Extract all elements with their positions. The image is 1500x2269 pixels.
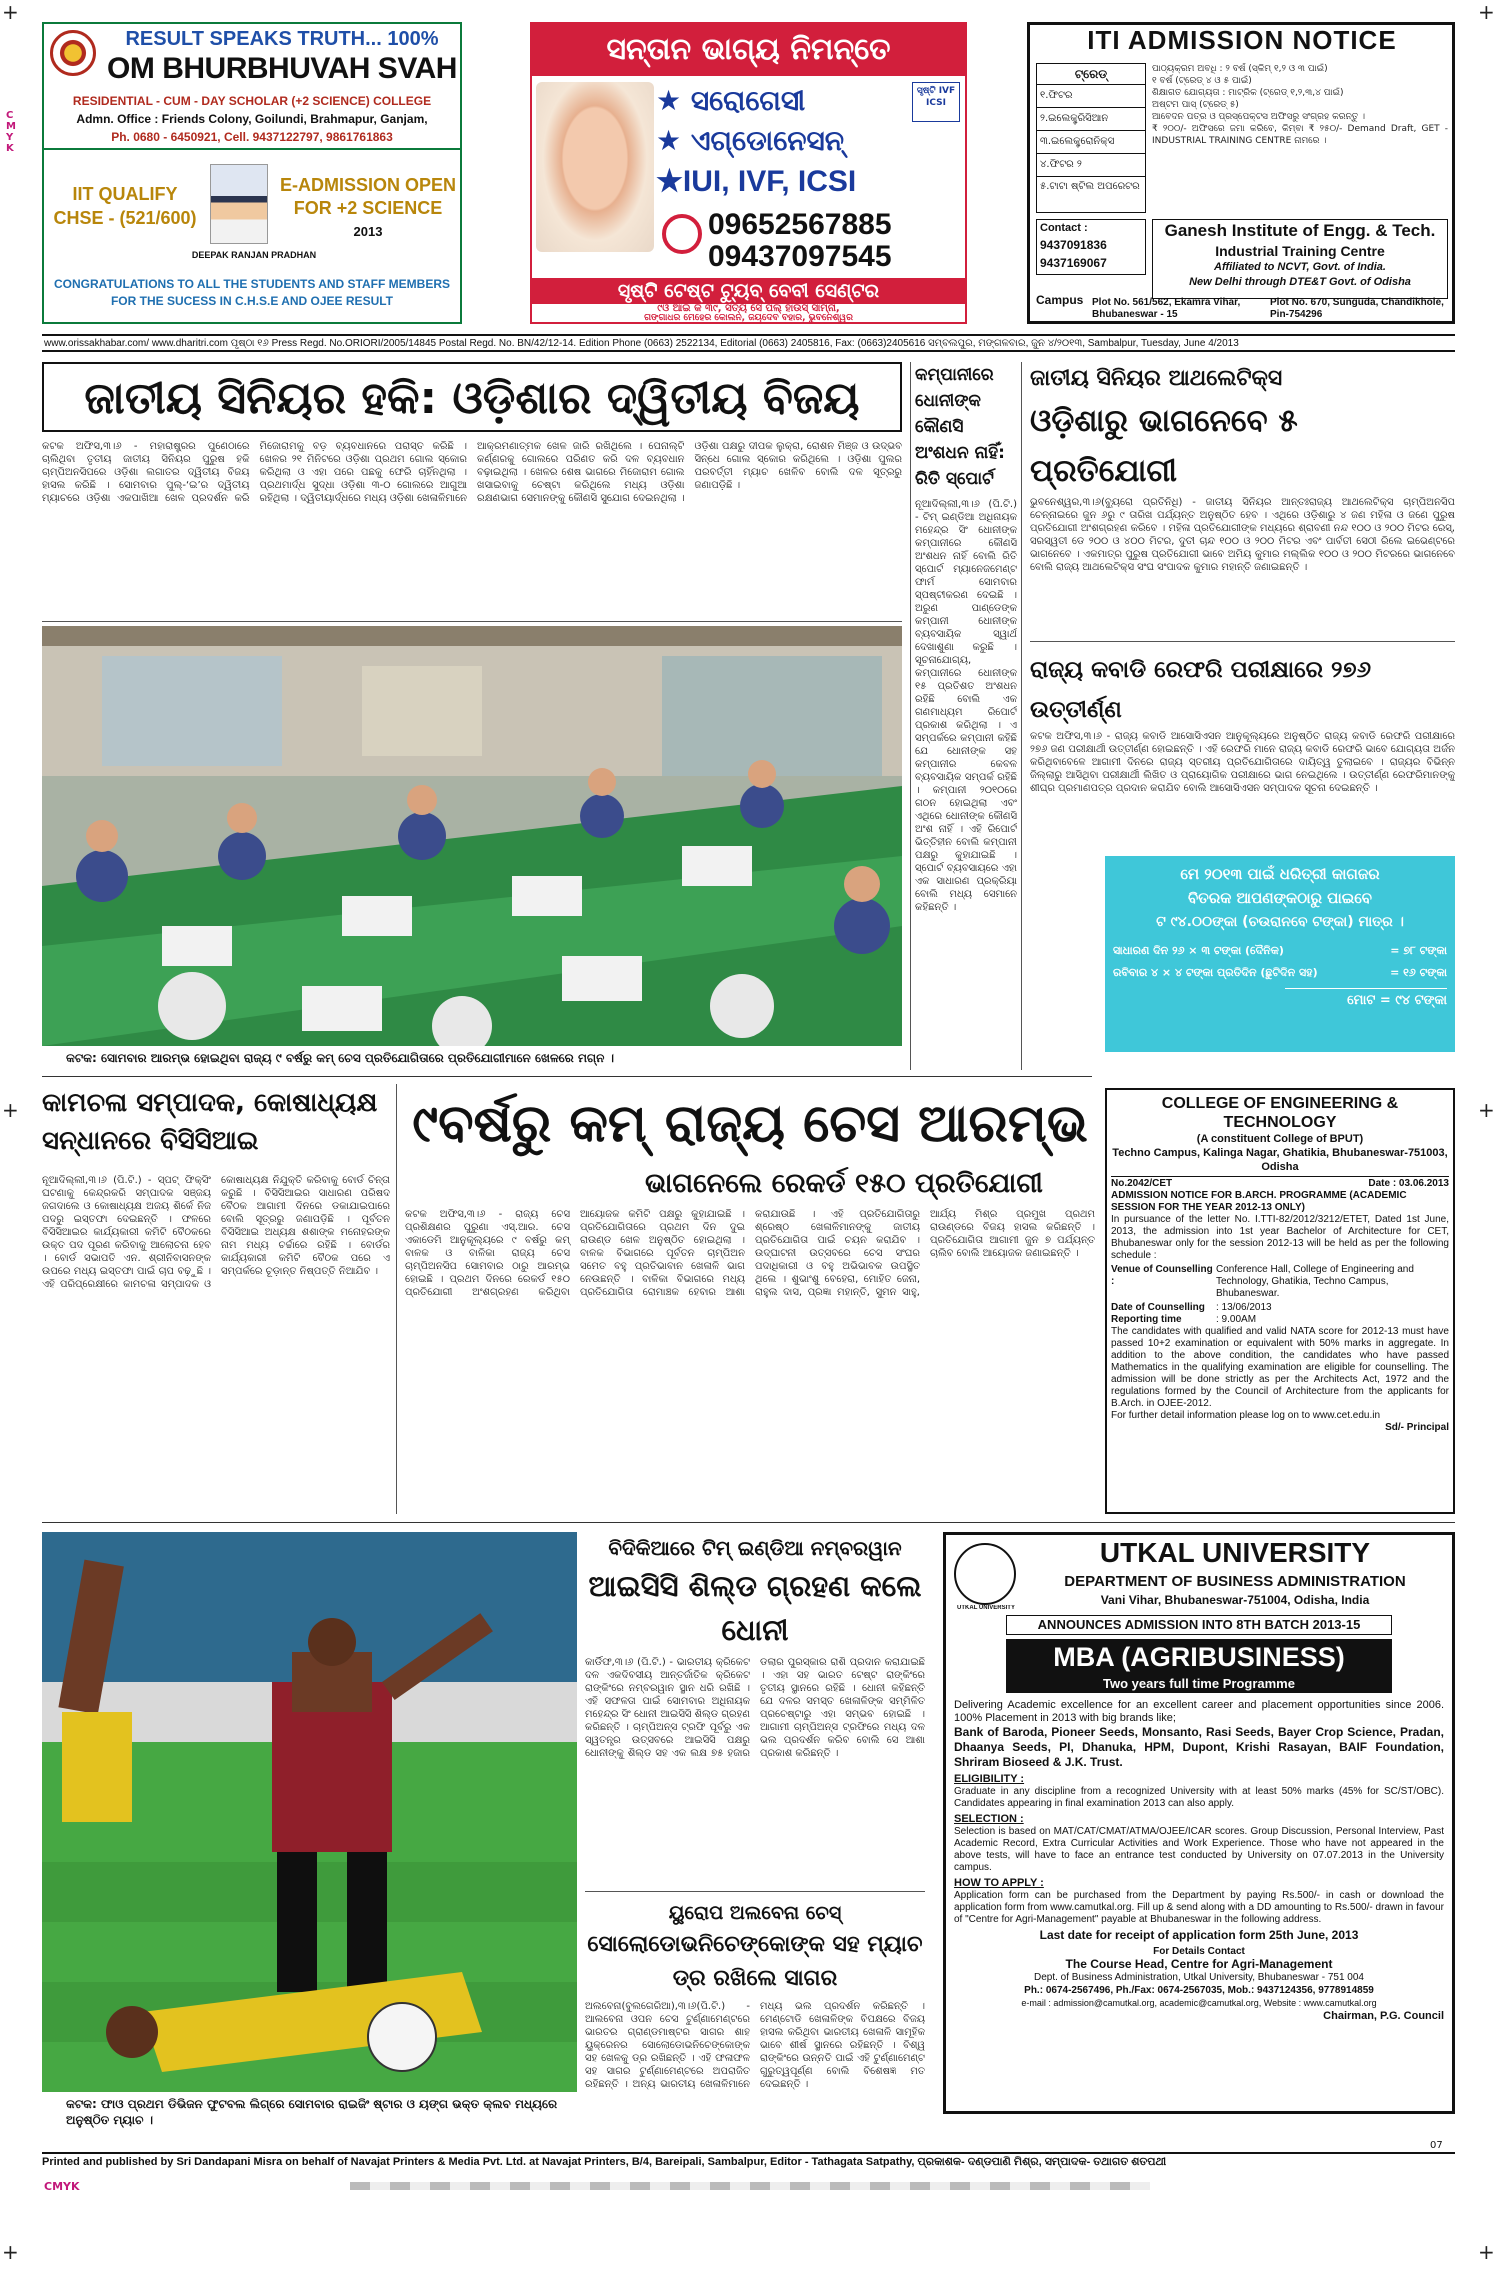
utkal-contact-h: For Details Contact bbox=[1153, 1946, 1245, 1957]
utkal-batch: ANNOUNCES ADMISSION INTO 8TH BATCH 2013-15 bbox=[1006, 1615, 1392, 1635]
story-hockey bbox=[42, 362, 902, 622]
icc-kicker: ବିଦିକିଆରେ ଟିମ୍ ଇଣ୍ଡିଆ ନମ୍ବରୱାନ bbox=[608, 1536, 902, 1560]
iti-campus-label: Campus bbox=[1036, 293, 1084, 307]
dharitri-line1: ମେ ୨୦୧୩ ପାଇଁ ଧରିତ୍ରୀ କାଗଜର bbox=[1180, 865, 1380, 883]
registration-mark-bl: + bbox=[2, 2240, 19, 2264]
iti-institute: Ganesh Institute of Engg. & Tech. bbox=[1164, 221, 1436, 240]
trade-item: ୫.ଟାଟା ଷ୍ଟିଲ ଅପରେଟର bbox=[1040, 181, 1140, 192]
kabaddi-body: କଟକ ଅଫିସ,୩।୬ - ରାଜ୍ୟ କବାଡି ଆସୋସିଏସନ ଆନୁକୂଲ୍ୟରେ ଅନୁଷ୍ଠିତ ରାଜ୍ୟ କବାଡି ରେଫରି ପରୀକ୍ଷାରେ ୨୭୬ ଜଣ ପରୀକ୍ଷାର୍ଥୀ ଉତ୍ତୀର୍ଣ୍ଣ ହୋଇଛନ୍ତି । ଏହି ରେଫରି ମାନେ ରାଜ୍ୟ କବାଡି ରେଫରି ଭାବେ ଯୋଗ୍ୟତା ଅର୍ଜନ କରିଥିବାବେଳେ ଆଗାମୀ ଦିନରେ ରାଜ୍ୟ ସ୍ତରୀୟ ପ୍ରତିଯୋଗିତାରେ ଦାୟିତ୍ୱ ତୁଲାଇବେ । ରାଜ୍ୟର ବିଭିନ୍ନ ଜିଲ୍ଲାରୁ ଆସିଥିବା ପରୀକ୍ଷାର୍ଥୀ ଲିଖିତ ଓ ପ୍ରାୟୋଗିକ ପରୀକ୍ଷାରେ ଭାଗ ନେଇଥିଲେ । ଉତ୍ତୀର୍ଣ୍ଣ ରେଫରିମାନଙ୍କୁ ଶୀଘ୍ର ପ୍ରମାଣପତ୍ର ପ୍ରଦାନ କରାଯିବ ବୋଲି ଆସୋସିଏସନ ସମ୍ପାଦକ ସୂଚନା ଦେଇଛନ୍ତି । bbox=[1030, 731, 1455, 794]
chess-subheadline: ଭାଗନେଲେ ରେକର୍ଡ ୧୫୦ ପ୍ରତିଯୋଗୀ bbox=[645, 1168, 1043, 1199]
cet-campus: Techno Campus, Kalinga Nagar, Ghatikia, Bhubaneswar-751003, Odisha bbox=[1111, 1146, 1449, 1177]
utkal-university: UTKAL UNIVERSITY bbox=[1099, 1537, 1371, 1568]
utkal-contact-phone: Ph.: 0674-2567496, Ph./Fax: 0674-2567035, Mob.: 9437124356, 9778914859 bbox=[1024, 1985, 1374, 1996]
school-address: Admn. Office : Friends Colony, Goilundi, Brahmapur, Ganjam, bbox=[76, 112, 428, 126]
utkal-selection: Selection is based on MAT/CAT/CMAT/ATMA/OJEE/ICAR scores. Group Discussion, Personal Interview, Past Academic Record, Extra Curricular Activities and Work Experience. Those who have not appeared in the above tests, will have to face an entrance test conducted by University on 07.07.2013 in the University campus. bbox=[954, 1826, 1444, 1873]
kabaddi-headline: ରାଜ୍ୟ କବାଡି ରେଫରି ପରୀକ୍ଷାରେ ୨୭୬ ଉତ୍ତୀର୍ଣ୍ଣ bbox=[1030, 657, 1372, 723]
photo-football bbox=[42, 1532, 577, 2092]
icc-body: କାର୍ଡିଫ,୩।୬ (ପି.ଟି.) - ଭାରତୀୟ କ୍ରିକେଟ ଦଳ ଏକଦିବସୀୟ ଆନ୍ତର୍ଜାତିକ କ୍ରିକେଟ ରାଙ୍କିଂରେ ନମ୍ବରୱାନ ସ୍ଥାନ ଧରି ରଖିଛି । ଏହି ସଫଳତା ପାଇଁ ସୋମବାର ଅଧିନାୟକ ମହେନ୍ଦ୍ର ସିଂ ଧୋନୀ ଆଇସିସି ଶିଲ୍ଡ ଗ୍ରହଣ କରିଛନ୍ତି । ଚାମ୍ପିଅନ୍ସ ଟ୍ରଫି ପୂର୍ବରୁ ଏକ ସ୍ୱତନ୍ତ୍ର ଉତ୍ସବରେ ଆଇସିସି ପକ୍ଷରୁ ଧୋନୀଙ୍କୁ ଶିଲ୍ଡ ସହ ଏକ ଲକ୍ଷ ୭୫ ହଜାର ଡଲାର ପୁରସ୍କାର ରାଶି ପ୍ରଦାନ କରାଯାଇଛି । ଏହା ସହ ଭାରତ ଟେଷ୍ଟ ରାଙ୍କିଂରେ ତୃତୀୟ ସ୍ଥାନରେ ରହିଛି । ଧୋନୀ କହିଛନ୍ତି ଯେ ଦଳର ସମସ୍ତ ଖେଳାଳିଙ୍କ ସମ୍ମିଳିତ ପ୍ରଚେଷ୍ଟାରୁ ଏହା ସମ୍ଭବ ହୋଇଛି । ଆଗାମୀ ଚାମ୍ପିଅନ୍ସ ଟ୍ରଫିରେ ମଧ୍ୟ ଦଳ ଭଲ ପ୍ରଦର୍ଶନ କରିବ ବୋଲି ସେ ଆଶା ପ୍ରକାଶ କରିଛନ୍ତି । bbox=[585, 1657, 925, 1759]
trade-item: ୨.ଇଲେକ୍ଟ୍ରିସିଆନ bbox=[1037, 108, 1145, 131]
utkal-brands: Bank of Baroda, Pioneer Seeds, Monsanto, Rasi Seeds, Bayer Crop Science, Pradan, Dhaanya Seeds, PI, Dhanuka, HPM, Dupont, Krishi Rasayan, BAIF Foundation, Shriram Bioseed & J.K. Trust. bbox=[954, 1725, 1444, 1769]
utkal-logo bbox=[954, 1543, 1016, 1605]
cet-sign: Sd/- Principal bbox=[1385, 1422, 1449, 1433]
chess-headline: ୯ବର୍ଷରୁ କମ୍ ରାଜ୍ୟ ଚେସ ଆରମ୍ଭ bbox=[412, 1094, 1088, 1154]
registration-mark-tr: + bbox=[1478, 0, 1495, 24]
story-kabaddi bbox=[1030, 650, 1455, 840]
school-iit-score: CHSE - (521/600) bbox=[53, 208, 197, 228]
football-caption: କଟକ: ଫାଓ ପ୍ରଥମ ଡିଭିଜନ ଫୁଟବଲ ଲିଗ୍‌ରେ ସୋମବାର ରାଇଜିଂ ଷ୍ଟାର ଓ ୟଙ୍ଗ ଭକ୍ତ କ୍ଲବ ମଧ୍ୟରେ ଅନୁଷ୍ଠିତ ମ୍ୟାଚ । bbox=[66, 2097, 558, 2127]
cet-venue-label: Venue of Counselling : bbox=[1111, 1264, 1213, 1287]
cmyk-label-top: CMYK bbox=[6, 110, 16, 154]
story-bcci bbox=[42, 1084, 397, 1514]
school-admission: E-ADMISSION OPEN FOR +2 SCIENCE bbox=[279, 175, 457, 218]
hockey-body: କଟକ ଅଫିସ,୩।୬ - ମହାରାଷ୍ଟ୍ରର ପୁଣେଠାରେ ଚାଲିଥିବା ତୃତୀୟ ଜାତୀୟ ସିନିୟର ପୁରୁଷ ହକି ଚାମ୍ପିଅନସିପରେ ଓଡ଼ିଶା ଲଗାତର ଦ୍ୱିତୀୟ ବିଜୟ ହାସଲ କରିଛି । ସୋମବାର ପୁଲ୍-‘ଇ’ର ଦ୍ୱିତୀୟ ମ୍ୟାଚରେ ଓଡ଼ିଶା ଏକପାଖିଆ ଖେଳ ପ୍ରଦର୍ଶନ କରି ମିଜୋରାମକୁ ବଡ଼ ବ୍ୟବଧାନରେ ପରାସ୍ତ କରିଛି । ଖେଳର ୨୧ ମିନିଟରେ ଓଡ଼ିଶା ପ୍ରଥମ ଗୋଲ ସ୍କୋର କରିଥିଲା ଓ ଏହା ପରେ ପଛକୁ ଫେରି ଚାହିଁନଥିଲା । ପ୍ରଥମାର୍ଦ୍ଧ ସୁଦ୍ଧା ଓଡ଼ିଶା ୩-୦ ଗୋଲରେ ଆଗୁଆ ରହିଥିଲା । ଦ୍ୱିତୀୟାର୍ଦ୍ଧରେ ମଧ୍ୟ ଓଡ଼ିଶା ଖେଳାଳିମାନେ ଆକ୍ରମଣାତ୍ମକ ଖେଳ ଜାରି ରଖିଥିଲେ । ପେନାଲ୍ଟି କର୍ଣ୍ଣରକୁ ଗୋଲରେ ପରିଣତ କରି ଦଳ ବ୍ୟବଧାନ ବଢ଼ାଇଥିଲା । ଖେଳର ଶେଷ ଭାଗରେ ମିଜୋରାମ ଗୋଲ ଖସାଇବାକୁ ଚେଷ୍ଟା କରିଥିଲେ ମଧ୍ୟ ଓଡ଼ିଶା ରକ୍ଷଣଭାଗ ସେମାନଙ୍କୁ କୌଣସି ସୁଯୋଗ ଦେଇନଥିଲା । ଓଡ଼ିଶା ପକ୍ଷରୁ ଦୀପକ ଲୁକ୍ରା, ରୋଶନ ମିଞ୍ଜ ଓ ଉଦ୍ଭବ ସିନ୍ଧେ ଗୋଲ ସ୍କୋର କରିଥିଲେ । ଓଡ଼ିଶା ପୁଲର ପରବର୍ତ୍ତୀ ମ୍ୟାଚ ଖେଳିବ ବୋଲି ଦଳ ସୂତ୍ରରୁ ଜଣାପଡ଼ିଛି । bbox=[42, 441, 902, 504]
school-iit-title: IIT QUALIFY bbox=[72, 184, 178, 204]
color-bar bbox=[350, 2182, 1150, 2190]
utkal-logo-label: UTKAL UNIVERSITY bbox=[957, 1605, 1015, 1611]
dharitri-line2: ବିତରକ ଆପଣଙ୍କଠାରୁ ପାଇବେ bbox=[1187, 889, 1373, 907]
athletics-headline: ଓଡ଼ିଶାରୁ ଭାଗନେବେ ୫ ପ୍ରତିଯୋଗୀ bbox=[1030, 403, 1298, 489]
school-year: 2013 bbox=[353, 224, 383, 239]
ivf-center: ସୃଷ୍ଟି ଟେଷ୍ଟ ଟ୍ୟୁବ୍ ବେବୀ ସେଣ୍ଟର bbox=[532, 278, 965, 304]
dharitri-row1-label: ସାଧାରଣ ଦିନ ୨୬ × ୩ ଟଙ୍କା (ଦୈନିକ) bbox=[1113, 944, 1284, 957]
utkal-address: Vani Vihar, Bhubaneswar-751004, Odisha, India bbox=[1100, 1593, 1370, 1607]
cet-ref: No.2042/CET bbox=[1111, 1178, 1173, 1189]
sagar-headline: ସୋଲୋଡୋଭନିଚେଙ୍କୋଙ୍କ ସହ ମ୍ୟାଚ ଡ୍ର ରଖିଲେ ସାଗର bbox=[587, 1932, 923, 1991]
iti-contact-label: Contact : bbox=[1040, 222, 1088, 234]
utkal-eligibility: Graduate in any discipline from a recognized University with at least 50% marks (45% for SC/ST/OBC). Candidates appearing in final examination 2013 can also apply. bbox=[954, 1786, 1444, 1809]
chess-caption: କଟକ: ସୋମବାର ଆରମ୍ଭ ହୋଇଥିବା ରାଜ୍ୟ ୯ ବର୍ଷରୁ କମ୍ ଚେସ ପ୍ରତିଯୋଗିତାରେ ପ୍ରତିଯୋଗୀମାନେ ଖେଳରେ ମଗ୍ନ । bbox=[66, 1051, 614, 1065]
registration-mark-ml: + bbox=[2, 1098, 19, 1122]
sagar-kicker: ୟୁରୋପ ଅଲବେନା ଚେସ୍ bbox=[668, 1902, 842, 1924]
bcci-body: ନୂଆଦିଲ୍ଲୀ,୩।୬ (ପି.ଟି.) - ସ୍ପଟ୍ ଫିକ୍ସିଂ ଘଟଣାକୁ କେନ୍ଦ୍ରକରି ସମ୍ପାଦକ ସଞ୍ଜୟ ଜଗଦାଲେ ଓ କୋଷାଧ୍ୟକ୍ଷ ଅଜୟ ଶିର୍କେ ନିଜ ପଦରୁ ଇସ୍ତଫା ଦେଇଛନ୍ତି । ଫଳରେ ବିସିସିଆଇର କାର୍ଯ୍ୟକାରୀ କମିଟି ବୈଠକରେ ଉକ୍ତ ପଦ ପୂରଣ କରିବାକୁ ଆଲୋଚନା ହେବ । ବୋର୍ଡ ସଭାପତି ଏନ. ଶ୍ରୀନିବାସନଙ୍କ ଉପରେ ମଧ୍ୟ ଇସ୍ତଫା ପାଇଁ ଚାପ ବଢ଼ୁଛି । ଏହି ପରିପ୍ରେକ୍ଷୀରେ କାମଚଳା ସମ୍ପାଦକ ଓ କୋଷାଧ୍ୟକ୍ଷ ନିଯୁକ୍ତି କରିବାକୁ ବୋର୍ଡ ଚିନ୍ତା କରୁଛି । ବିସିସିଆଇର ସାଧାରଣ ପରିଷଦ ବୈଠକ ଆଗାମୀ ଦିନରେ ଡକାଯାଇପାରେ ବୋଲି ସୂତ୍ରରୁ ଜଣାପଡ଼ିଛି । ପୂର୍ବତନ ବିସିସିଆଇ ଅଧ୍ୟକ୍ଷ ଶଶାଙ୍କ ମନୋହରଙ୍କ ନାମ ମଧ୍ୟ ଚର୍ଚ୍ଚାରେ ରହିଛି । ବୋର୍ଡର କାର୍ଯ୍ୟକାରୀ କମିଟି ବୈଠକ ପରେ ଏ ସମ୍ପର୍କରେ ଚୂଡ଼ାନ୍ତ ନିଷ୍ପତ୍ତି ନିଆଯିବ । bbox=[42, 1175, 390, 1290]
school-tagline: RESULT SPEAKS TRUTH... 100% bbox=[125, 28, 439, 50]
ivf-line2: ★ ଏଗ୍‌ଡୋନେସନ୍ bbox=[656, 124, 845, 157]
cet-title: COLLEGE OF ENGINEERING & TECHNOLOGY bbox=[1161, 1095, 1399, 1131]
ivf-title: ସନ୍ତାନ ଭାଗ୍ୟ ନିମନ୍ତେ bbox=[532, 24, 965, 76]
dhoni-body: ନୂଆଦିଲ୍ଲୀ,୩।୬ (ପି.ଟି.) - ଟିମ୍ ଇଣ୍ଡିଆ ଅଧିନାୟକ ମହେନ୍ଦ୍ର ସିଂ ଧୋନୀଙ୍କ କମ୍ପାନୀରେ କୌଣସି ଅଂଶଧନ ନାହିଁ ବୋଲି ରିତି ସ୍ପୋର୍ଟ ମ୍ୟାନେଜମେଣ୍ଟ ଫାର୍ମ ସୋମବାର ସ୍ପଷ୍ଟୀକରଣ ଦେଇଛି । ଅରୁଣ ପାଣ୍ଡେଙ୍କ କମ୍ପାନୀ ଧୋନୀଙ୍କ ବ୍ୟବସାୟିକ ସ୍ୱାର୍ଥ ଦେଖାଶୁଣା କରୁଛି । ସୂଚନାଯୋଗ୍ୟ, କମ୍ପାନୀରେ ଧୋନୀଙ୍କ ୧୫ ପ୍ରତିଶତ ଅଂଶଧନ ରହିଛି ବୋଲି ଏକ ଗଣମାଧ୍ୟମ ରିପୋର୍ଟ ପ୍ରକାଶ କରିଥିଲା । ଏ ସମ୍ପର୍କରେ କମ୍ପାନୀ କହିଛି ଯେ ଧୋନୀଙ୍କ ସହ କମ୍ପାନୀର କେବଳ ବ୍ୟବସାୟିକ ସମ୍ପର୍କ ରହିଛି । କମ୍ପାନୀ ୨୦୧୦ରେ ଗଠନ ହୋଇଥିଲା ଏବଂ ଏଥିରେ ଧୋନୀଙ୍କ କୌଣସି ଅଂଶ ନାହିଁ । ଏହି ରିପୋର୍ଟ ଭିତ୍ତିହୀନ ବୋଲି କମ୍ପାନୀ ପକ୍ଷରୁ କୁହାଯାଇଛି । ସ୍ପୋର୍ଟ ବ୍ୟବସାୟରେ ଏହା ଏକ ସାଧାରଣ ପ୍ରକ୍ରିୟା ବୋଲି ମଧ୍ୟ ସେମାନେ କହିଛନ୍ତି । bbox=[915, 499, 1017, 913]
dharitri-line3: ଟ ୯୪.୦୦ଙ୍କା (ଚଉରାନବେ ଟଙ୍କା) ମାତ୍ର । bbox=[1156, 914, 1404, 930]
baby-photo bbox=[536, 82, 654, 252]
ivf-line3: ★IUI, IVF, ICSI bbox=[656, 165, 857, 198]
athletics-kicker: ଜାତୀୟ ସିନିୟର ଆଥଲେଟିକ୍ସ bbox=[1030, 366, 1283, 391]
ivf-phone2: 09437097545 bbox=[708, 240, 892, 273]
ivf-address2: ଗଙ୍ଗାଧର ମେହେର କୋଲନି, ଜୟଦେବ ବିହାର, ଭୁବନେଶ୍ୱର bbox=[644, 314, 853, 323]
story-sagar bbox=[585, 1898, 925, 2112]
story-icc bbox=[585, 1532, 925, 1892]
utkal-contact-dept: Dept. of Business Administration, Utkal University, Bhubaneswar - 751 004 bbox=[1034, 1972, 1364, 1983]
cet-time-value: : 9.00AM bbox=[1216, 1314, 1257, 1325]
ivf-address1: ୯ଓ ଆଇ କି ୩୯, ସତ୍ୟ ସେ ପଲ୍ ହାଉସ୍ ସାମ୍ନା, bbox=[657, 304, 840, 314]
iti-approval: New Delhi through DTE&T Govt. of Odisha bbox=[1189, 276, 1411, 288]
iti-details: ପାଠ୍ୟକ୍ରମ ଅବଧି : ୨ ବର୍ଷ (ସ୍କିମ୍ ୧,୨ ଓ ୩ ପାଇଁ) ୧ ବର୍ଷ (ଟ୍ରେଡ୍ ୪ ଓ ୫ ପାଇଁ) ଶିକ୍ଷାଗତ ଯୋଗ୍ୟତା : ମାଟ୍ରିକ (ଟ୍ରେଡ୍ ୧,୨,୩,୪ ପାଇଁ) ଅଷ୍ଟମ ପାସ୍ (ଟ୍ରେଡ୍ ୫) ଆବେଦନ ପତ୍ର ଓ ପ୍ରସ୍ପେକ୍ଟସ ଅଫିସରୁ ସଂଗ୍ରହ କରନ୍ତୁ । ₹ ୨୦୦/- ଅଫିସରେ ଜମା କରିବେ, କିମ୍ବା ₹ ୨୫୦/- Demand Draft, GET - INDUSTRIAL TRAINING CENTRE ନାମରେ । bbox=[1152, 64, 1448, 146]
iti-phone: 9437091836 bbox=[1040, 238, 1107, 252]
ivf-phone1: 09652567885 bbox=[708, 208, 892, 241]
bcci-headline: କାମଚଳା ସମ୍ପାଦକ, କୋଷାଧ୍ୟକ୍ଷ ସନ୍ଧାନରେ ବିସିସିଆଇ bbox=[42, 1088, 378, 1156]
sagar-body: ଅଲବେନା(ବୁଲଗେରିଆ),୩।୬(ପି.ଟି.) - ଆଲବେନା ଓପନ ଚେସ ଟୁର୍ଣ୍ଣାମେଣ୍ଟରେ ଭାରତର ଗ୍ରାଣ୍ଡମାଷ୍ଟର ସାଗର ଶାହ ୟୁକ୍ରେନର ସୋଲୋଡୋଭନିଚେଙ୍କୋଙ୍କ ସହ ଖେଳକୁ ଡ୍ର ରଖିଛନ୍ତି । ଏହି ଫଳାଫଳ ସହ ସାଗର ଟୁର୍ଣ୍ଣାମେଣ୍ଟରେ ଅପରାଜିତ ରହିଛନ୍ତି । ଅନ୍ୟ ଭାରତୀୟ ଖେଳାଳିମାନେ ମଧ୍ୟ ଭଲ ପ୍ରଦର୍ଶନ କରିଛନ୍ତି । ମେଣ୍ଟୋଡି ଖେଳାଳିଙ୍କ ବିପକ୍ଷରେ ବିଜୟ ହାସଲ କରିଥିବା ଭାରତୀୟ ଖେଳାଳି ସାମୂହିକ ଭାବେ ଶୀର୍ଷ ସ୍ଥାନରେ ରହିଛନ୍ତି । ବିଶ୍ୱ ରାଙ୍କିଂରେ ଉନ୍ନତି ପାଇଁ ଏହି ଟୁର୍ଣ୍ଣାମେଣ୍ଟ ଗୁରୁତ୍ୱପୂର୍ଣ୍ଣ ବୋଲି ବିଶେଷଜ୍ଞ ମତ ଦେଇଛନ୍ତି । bbox=[585, 2001, 925, 2090]
school-name: OM BHURBHUVAH SVAH bbox=[107, 52, 457, 85]
registration-mark-tl: + bbox=[2, 0, 19, 24]
story-chess bbox=[405, 1084, 1095, 1514]
trade-item: ୪.ଫିଟର ୨ bbox=[1037, 154, 1145, 177]
utkal-duration: Two years full time Programme bbox=[1006, 1675, 1392, 1693]
dharitri-row1-value: = ୭୮ ଟଙ୍କା bbox=[1390, 944, 1447, 957]
utkal-apply-h: HOW TO APPLY : bbox=[954, 1877, 1044, 1889]
registration-mark-br: + bbox=[1478, 2240, 1495, 2264]
cet-venue: Conference Hall, College of Engineering and Technology, Ghatikia, Techno Campus, Bhubaneswar. bbox=[1216, 1264, 1414, 1299]
dhoni-headline: କମ୍ପାନୀରେ ଧୋନୀଙ୍କ କୌଣସି ଅଂଶଧନ ନାହିଁ: ରିତି ସ୍ପୋର୍ଟ bbox=[915, 365, 1005, 489]
registration-mark-mr: + bbox=[1478, 1098, 1495, 1122]
dateline: www.orissakhabar.com/ www.dharitri.com ପୃଷ୍ଠା ୧୬ Press Regd. No.ORIORI/2005/14845 Postal Regd. No. BN/42/12-14. Edition Phone (0663) 2522134, Editorial (0663) 2405816, Fax: (0663)2405616 ସମ୍ବଲପୁର, ମଙ୍ଗଳବାର, ଜୁନ ୪/୨୦୧୩, Sambalpur, Tuesday, June 4/2013 bbox=[44, 338, 1239, 349]
iti-campus1: Plot No. 561/562, Ekamra Vihar, Bhubaneswar - 15 bbox=[1092, 297, 1241, 320]
phone-icon bbox=[662, 214, 702, 254]
school-phone: Ph. 0680 - 6450921, Cell. 9437122797, 9861761863 bbox=[111, 130, 393, 144]
trade-table bbox=[1036, 63, 1146, 213]
cmyk-label-bottom: CMYK bbox=[44, 2180, 80, 2193]
utkal-eligibility-h: ELIGIBILITY : bbox=[954, 1773, 1025, 1785]
ad-ivf bbox=[530, 22, 967, 324]
school-congrats: CONGRATULATIONS TO ALL THE STUDENTS AND STAFF MEMBERS FOR THE SUCESS IN C.H.S.E AND OJEE RESULT bbox=[54, 277, 450, 308]
iti-affiliation: Affiliated to NCVT, Govt. of India. bbox=[1214, 261, 1386, 273]
student-photo bbox=[210, 164, 268, 244]
page-number: 07 bbox=[1430, 2140, 1443, 2151]
ad-cet bbox=[1105, 1088, 1455, 1514]
cet-date-value: : 13/06/2013 bbox=[1216, 1302, 1272, 1313]
utkal-dept: DEPARTMENT OF BUSINESS ADMINISTRATION bbox=[1064, 1573, 1406, 1590]
imprint: Printed and published by Sri Dandapani Misra on behalf of Navajat Printers & Media Pvt. Ltd. at Navajat Printers, B/4, Bareipali, Sambalpur, Editor - Tathagata Satpathy, ପ୍ରକାଶକ- ଦଣ୍ଡପାଣି ମିଶ୍ର, ସମ୍ପାଦକ- ତଥାଗତ ଶତପଥୀ bbox=[42, 2156, 1167, 2168]
cet-para2: The candidates with qualified and valid NATA score for 2012-13 must have passed 10+2 examination or equivalent with 50% marks in aggregate. In addition to the above condition, the candidates who have passed Mathematics in the qualifying examination are eligible for counselling. The admission will be done strictly as per the Architects Act, 1972 and the regulations formed by the Council of Architecture from the applicants for B.Arch. in OJEE-2012. bbox=[1111, 1326, 1449, 1409]
utkal-selection-h: SELECTION : bbox=[954, 1813, 1024, 1825]
ad-school bbox=[42, 22, 462, 324]
chess-body: କଟକ ଅଫିସ,୩।୬ - ରାଜ୍ୟ ଚେସ ପ୍ରଶିକ୍ଷଣର ପୁରୁଣା ଏସ୍.ଆର. ଚେସ ଏକାଡେମି ଆନୁକୂଲ୍ୟରେ ୯ ବର୍ଷରୁ କମ୍ ବାଳକ ଓ ବାଳିକା ରାଜ୍ୟ ଚେସ ଚାମ୍ପିଅନସିପ ସୋମବାର ଠାରୁ ଆରମ୍ଭ ହୋଇଛି । ପ୍ରଥମ ଦିନରେ ରେକର୍ଡ ୧୫୦ ପ୍ରତିଯୋଗୀ ଅଂଶଗ୍ରହଣ କରିଥିବା ଆୟୋଜକ କମିଟି ପକ୍ଷରୁ କୁହାଯାଇଛି । ପ୍ରତିଯୋଗିତାରେ ପ୍ରଥମ ଦିନ ଦୁଇ ରାଉଣ୍ଡ ଖେଳ ଅନୁଷ୍ଠିତ ହୋଇଥିଲା । ବାଳକ ବିଭାଗରେ ପୂର୍ବତନ ଚାମ୍ପିଅନ ସମେତ ବହୁ ପ୍ରତିଭାବାନ ଖେଳାଳି ଭାଗ ନେଉଛନ୍ତି । ବାଳିକା ବିଭାଗରେ ମଧ୍ୟ ପ୍ରତିଯୋଗିତା ରୋମାଞ୍ଚକ ହେବାର ଆଶା କରାଯାଉଛି । ଏହି ପ୍ରତିଯୋଗିତାରୁ ଶ୍ରେଷ୍ଠ ଖେଳାଳିମାନଙ୍କୁ ଜାତୀୟ ପ୍ରତିଯୋଗିତା ପାଇଁ ଚୟନ କରାଯିବ । ଉଦ୍‌ଘାଟନୀ ଉତ୍ସବରେ ଚେସ ସଂଘର ପଦାଧିକାରୀ ଓ ବହୁ ଅଭିଭାବକ ଉପସ୍ଥିତ ଥିଲେ । ଶୁଭାଂଶୁ ବେହେରା, ମୋହିତ ଜେନା, ରାହୁଲ ଦାସ, ପ୍ରଜ୍ଞା ମହାନ୍ତି, ସୁମନ ସାହୁ, ଆର୍ଯ୍ୟ ମିଶ୍ର ପ୍ରମୁଖ ପ୍ରଥମ ରାଉଣ୍ଡରେ ବିଜୟ ହାସଲ କରିଛନ୍ତି । ପ୍ରତିଯୋଗିତା ଆଗାମୀ ଜୁନ ୭ ପର୍ଯ୍ୟନ୍ତ ଚାଲିବ ବୋଲି ଆୟୋଜକ ଜଣାଇଛନ୍ତି । bbox=[405, 1209, 1095, 1298]
iti-campus2: Plot No. 670, Sunguda, Chandikhole, Pin-754296 bbox=[1270, 297, 1444, 320]
utkal-chairman: Chairman, P.G. Council bbox=[1323, 2010, 1444, 2022]
student-name: DEEPAK RANJAN PRADHAN bbox=[191, 250, 317, 260]
football-match-image bbox=[42, 1532, 577, 2092]
trade-item: ୩.ଇଲେକ୍ଟ୍ରୋନିକ୍ସ bbox=[1037, 131, 1145, 154]
iti-itc: Industrial Training Centre bbox=[1215, 243, 1385, 259]
photo-chess bbox=[42, 626, 902, 1046]
ad-iti bbox=[1027, 22, 1455, 324]
cet-date-label: Date of Counselling bbox=[1111, 1302, 1205, 1313]
iti-phone: 9437169067 bbox=[1040, 256, 1107, 270]
utkal-last-date: Last date for receipt of application form 25th June, 2013 bbox=[1039, 1928, 1359, 1942]
dharitri-row2-label: ରବିବାର ୪ × ୪ ଟଙ୍କା ପ୍ରତିଦିନ (ଛୁଟିଦିନ ସହ) bbox=[1113, 966, 1318, 979]
ivf-badge: ସୃଷ୍ଟି IVF ICSI bbox=[912, 82, 960, 122]
story-athletics bbox=[1030, 362, 1455, 642]
ivf-line1: ★ ସରୋଗେସୀ bbox=[656, 84, 806, 117]
dharitri-row2-value: = ୧୬ ଟଙ୍କା bbox=[1390, 966, 1447, 979]
cet-para1: In pursuance of the letter No. I.TTI-82/2012/3212/ETET, Dated 1st June, 2013, the admission into 1st year Bachelor of Architecture for CET, Bhubaneswar only for the session 2012-13 will be held as per the following schedule : bbox=[1111, 1214, 1449, 1261]
chess-hall-image bbox=[42, 626, 902, 1046]
story-dhoni-column bbox=[910, 362, 1022, 1070]
ad-dharitri bbox=[1105, 856, 1455, 1052]
cet-para3: For further detail information please log on to www.cet.edu.in bbox=[1111, 1410, 1381, 1421]
cet-time-label: Reporting time bbox=[1111, 1314, 1182, 1325]
ad-utkal bbox=[943, 1532, 1455, 2114]
trade-header: ଟ୍ରେଡ୍ bbox=[1037, 64, 1145, 85]
utkal-contact-email: e-mail : admission@camutkal.org, academic@camutkal.org, Website : www.camutkal.org bbox=[1021, 1998, 1377, 2008]
utkal-apply: Application form can be purchased from the Department by paying Rs.500/- in cash or download the application form from www.camutkal.org. Fill up & send along with a DD amounting to Rs.500/- drawn in favour of "Centre for Agri-Management" payable at Bhubaneswar in the following address. bbox=[954, 1890, 1444, 1925]
cet-notice-title: ADMISSION NOTICE FOR B.ARCH. PROGRAMME (ACADEMIC SESSION FOR THE YEAR 2012-13 ONLY) bbox=[1111, 1190, 1407, 1213]
utkal-program: MBA (AGRIBUSINESS) bbox=[1006, 1639, 1392, 1675]
cet-subtitle: (A constituent College of BPUT) bbox=[1196, 1133, 1364, 1145]
trade-item: ୧.ଫିଟର bbox=[1037, 85, 1145, 108]
hockey-headline: ଜାତୀୟ ସିନିୟର ହକି: ଓଡ଼ିଶାର ଦ୍ୱିତୀୟ ବିଜୟ bbox=[42, 362, 902, 432]
icc-headline: ଆଇସିସି ଶିଲ୍ଡ ଗ୍ରହଣ କଲେ ଧୋନୀ bbox=[588, 1569, 922, 1647]
school-logo bbox=[50, 30, 96, 76]
iti-title: ITI ADMISSION NOTICE bbox=[1087, 25, 1397, 55]
utkal-intro: Delivering Academic excellence for an excellent career and placement opportunities since 2006. 100% Placement in 2013 with big brands like; bbox=[954, 1699, 1444, 1724]
athletics-body: ଭୁବନେଶ୍ୱର,୩।୬(ବ୍ୟୁରୋ ପ୍ରତିନିଧି) - ଜାତୀୟ ସିନିୟର ଆନ୍ତଃରାଜ୍ୟ ଆଥଲେଟିକ୍ସ ଚାମ୍ପିଅନସିପ ଚେନ୍ନାଇରେ ଜୁନ ୬ରୁ ୯ ତାରିଖ ପର୍ଯ୍ୟନ୍ତ ଅନୁଷ୍ଠିତ ହେବ । ଏଥିରେ ଓଡ଼ିଶାରୁ ୪ ଜଣ ମହିଳା ଓ ଜଣେ ପୁରୁଷ ପ୍ରତିଯୋଗୀ ଅଂଶଗ୍ରହଣ କରିବେ । ମହିଳା ପ୍ରତିଯୋଗୀଙ୍କ ମଧ୍ୟରେ ଶ୍ରାବଣୀ ନନ୍ଦ ୧୦୦ ଓ ୨୦୦ ମିଟର ରେସ୍, ସରସ୍ୱତୀ ଡେ ୨୦୦ ଓ ୪୦୦ ମିଟର, ଦୁତୀ ଚାନ୍ଦ ୧୦୦ ଓ ୨୦୦ ମିଟର ଏବଂ ପାର୍ବତୀ ସେଠୀ ରିଲେ ଇଭେଣ୍ଟରେ ଭାଗନେବେ । ଏକମାତ୍ର ପୁରୁଷ ପ୍ରତିଯୋଗୀ ଭାବେ ଅମିୟ କୁମାର ମଲ୍ଲିକ ୧୦୦ ଓ ୨୦୦ ମିଟରରେ ଭାଗନେବେ ବୋଲି ରାଜ୍ୟ ଆଥଲେଟିକ୍ସ ସଂଘ ସଂପାଦକ କୁମାର ମହାନ୍ତି ଜଣାଇଛନ୍ତି । bbox=[1030, 497, 1455, 573]
utkal-contact-title: The Course Head, Centre for Agri-Management bbox=[1065, 1957, 1333, 1971]
cet-date: Date : 03.06.2013 bbox=[1368, 1178, 1449, 1189]
utkal-body bbox=[954, 1699, 1444, 2023]
school-type: RESIDENTIAL - CUM - DAY SCHOLAR (+2 SCIENCE) COLLEGE bbox=[72, 94, 432, 108]
dharitri-total: ମୋଟ = ୯୪ ଟଙ୍କା bbox=[1347, 993, 1447, 1008]
